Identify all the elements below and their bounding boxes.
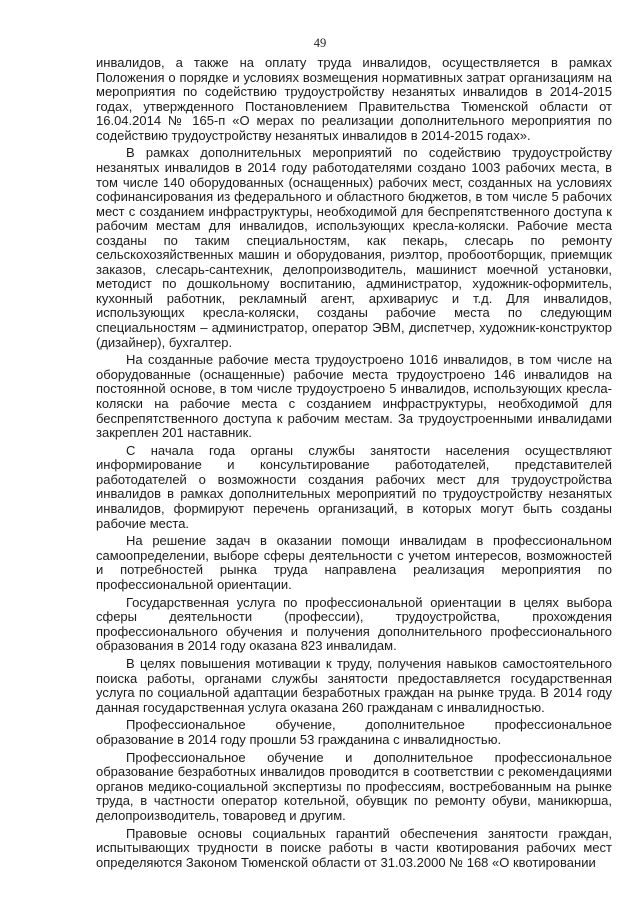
paragraph-6: Государственная услуга по профессиональной ориентации в целях выбора сферы деятельности (профессии), трудоустройства, прохождения профессионального обучения и получения дополнительного профессионального образования в 2014 году оказана 823 инвалидам. [96, 594, 612, 654]
paragraph-2: В рамках дополнительных мероприятий по содействию трудоустройству незанятых инвалидов в 2014 году работодателями создано 1003 рабочих места, в том числе 140 оборудованных (оснащенных) рабочих мест, созданных на условиях софинансирования из федерального и областного бюджетов, в том числе 5 рабочих мест с созданием инфраструктуры, необходимой для беспрепятственного доступа к рабочим местам для инвалидов, использующих кресла-коляски. Рабочие места созданы по таким специальностям, как пекарь, слесарь по ремонту сельскохозяйственных машин и оборудования, риэлтор, пробоотборщик, приемщик заказов, слесарь-сантехник, делопроизводитель, машинист моечной установки, методист по дошкольному воспитанию, администратор, художник-оформитель, кухонный работник, рекламный агент, архивариус и т.д. Для инвалидов, использующих кресла-коляски, созданы рабочие места по следующим специальностям – администратор, оператор ЭВМ, диспетчер, художник-конструктор (дизайнер), бухгалтер. [96, 145, 612, 350]
paragraph-1: инвалидов, а также на оплату труда инвалидов, осуществляется в рамках Положения о порядке и условиях возмещения нормативных затрат организациям на мероприятия по содействию трудоустройству незанятых инвалидов в 2014-2015 годах, утвержденного Постановлением Правительства Тюменской области от 16.04.2014 № 165-п «О мерах по реализации дополнительного мероприятия по содействию трудоустройству незанятых инвалидов в 2014-2015 годах». [96, 55, 612, 143]
paragraph-5: На решение задач в оказании помощи инвалидам в профессиональном самоопределении, выборе сферы деятельности с учетом интересов, возможностей и потребностей рынка труда направлена реализация мероприятия по профессиональной ориентации. [96, 533, 612, 592]
paragraph-4: С начала года органы службы занятости населения осуществляют информирование и консультирование работодателей, представителей работодателей о возможности создания рабочих мест для трудоустройства инвалидов в рамках дополнительных мероприятий по трудоустройству незанятых инвалидов, формируют перечень организаций, в которых могут быть созданы рабочие места. [96, 442, 612, 531]
page-number: 49 [313, 36, 327, 50]
paragraph-9: Профессиональное обучение и дополнительное профессиональное образование безработных инвалидов проводится в соответствии с рекомендациями органов медико-социальной экспертизы по профессиям, востребованным на рынке труда, в частности оператор котельной, обувщик по ремонту обуви, маникюрша, делопроизводитель, товаровед и другим. [96, 749, 612, 823]
paragraph-7: В целях повышения мотивации к труду, получения навыков самостоятельного поиска работы, органами службы занятости предоставляется государственная услуга по социальной адаптации безработных граждан на рынке труда. В 2014 году данная государственная услуга оказана 260 гражданам с инвалидностью. [96, 656, 612, 715]
paragraph-8: Профессиональное обучение, дополнительное профессиональное образование в 2014 году прошли 53 гражданина с инвалидностью. [96, 717, 612, 747]
paragraph-10: Правовые основы социальных гарантий обеспечения занятости граждан, испытывающих трудности в поиске работы в части квотирования рабочих мест определяются Законом Тюменской области от 31.03.2000 № 168 «О квотировании [96, 825, 612, 870]
document-body [96, 56, 612, 873]
paragraph-3: На созданные рабочие места трудоустроено 1016 инвалидов, в том числе на оборудованные (оснащенные) рабочие места трудоустроено 146 инвалидов на постоянной основе, в том числе трудоустроено 5 инвалидов, использующих кресла-коляски на рабочие места с созданием инфраструктуры, необходимой для беспрепятственного доступа к рабочим местам. За трудоустроенными инвалидами закреплен 201 наставник. [96, 352, 612, 441]
